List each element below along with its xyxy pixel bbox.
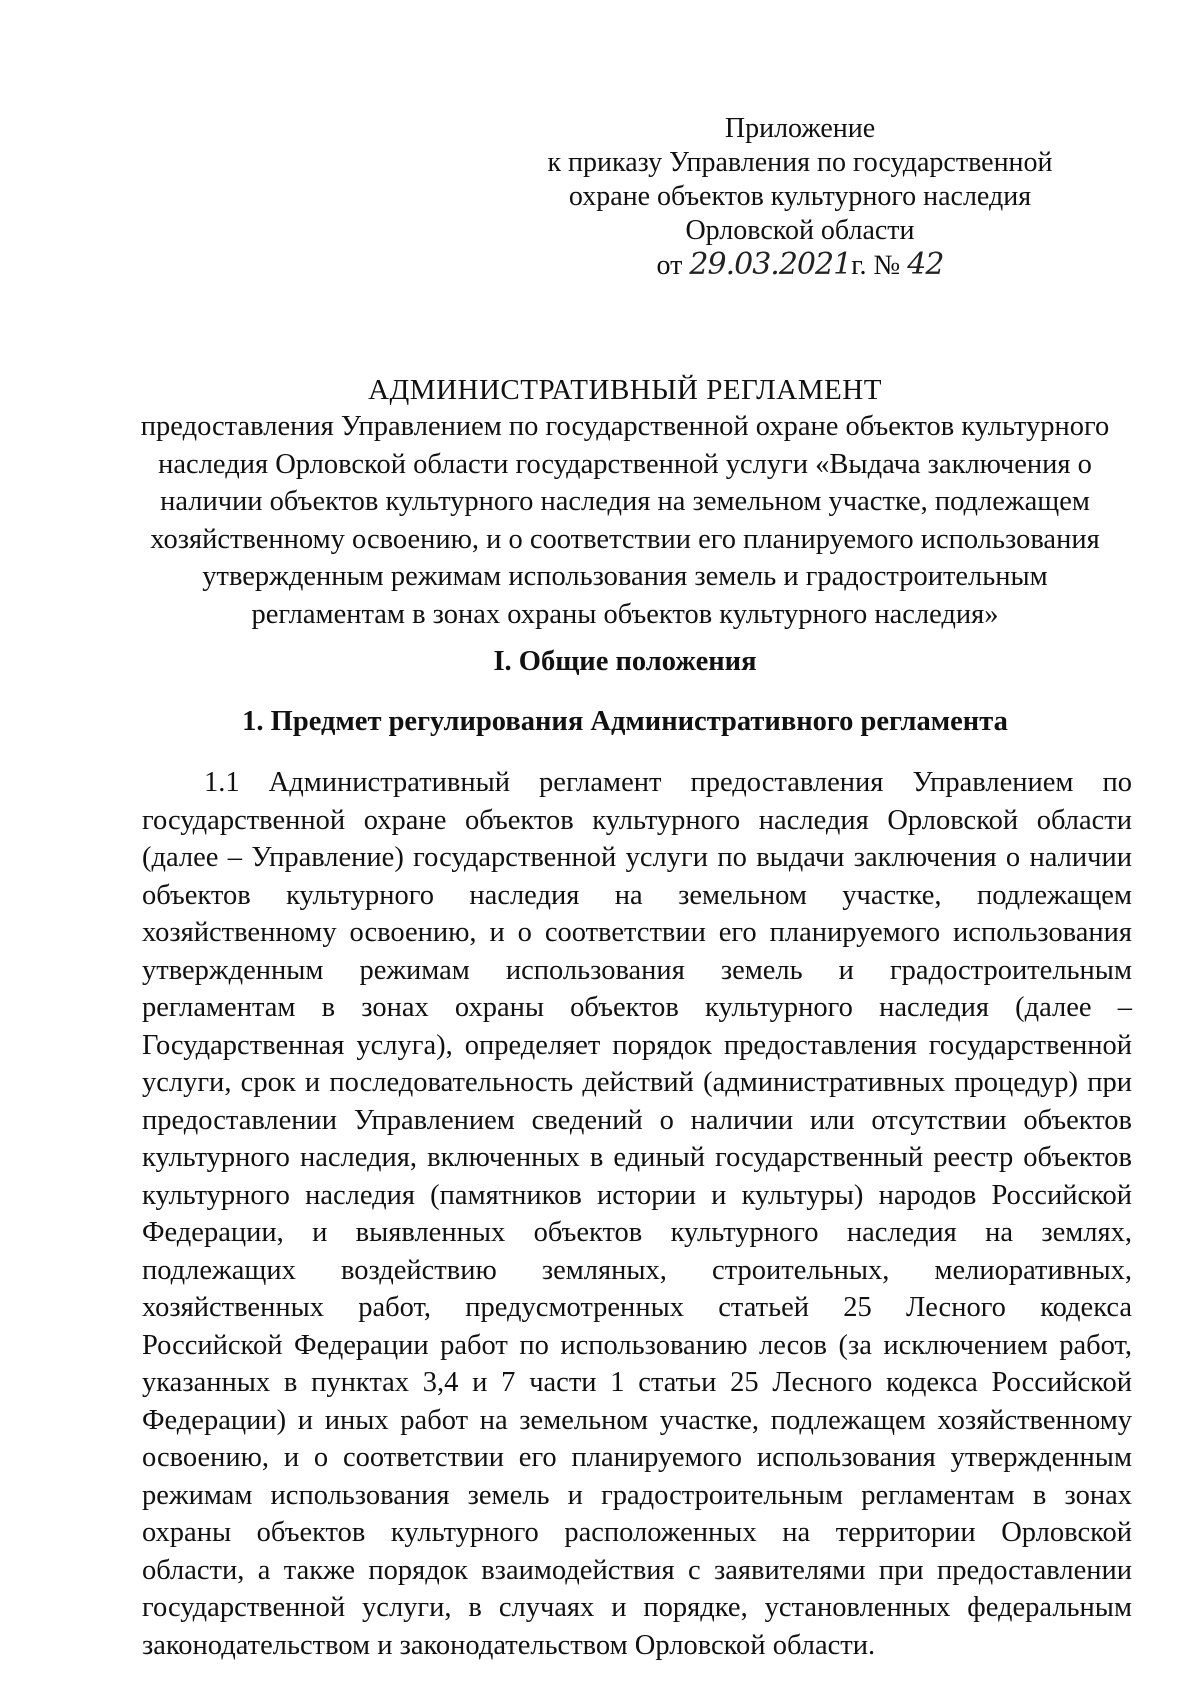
approval-line-1: Приложение <box>724 113 876 144</box>
handwritten-date: 29.03.2021 <box>689 247 852 282</box>
approval-block <box>520 112 1080 283</box>
paragraph-line: режимам использования земель и градостроительным регламентам в зонах <box>142 1479 1132 1511</box>
subtitle-line: регламентам в зонах охраны объектов культурного наследия» <box>251 598 999 630</box>
paragraph-line: (далее – Управление) государственной услуги по выдачи заключения о наличии <box>142 842 1132 873</box>
paragraph-line: хозяйственному освоению, и о соответствии его планируемого использования <box>142 917 1132 948</box>
paragraph-line: государственной охране объектов культурного наследия Орловской области <box>142 804 1132 836</box>
paragraph-line: подлежащих воздействию земляных, строительных, мелиоративных, <box>142 1254 1132 1286</box>
paragraph-line: утвержденным режимам использования земель и градостроительным <box>142 954 1132 986</box>
section-subheading: 1. Предмет регулирования Административного регламента <box>242 706 1008 737</box>
year-number-label: г. № <box>851 250 901 281</box>
paragraph-line: регламентам в зонах охраны объектов культурного наследия (далее – <box>142 992 1132 1023</box>
paragraph-line: указанных в пунктах 3,4 и 7 части 1 статьи 25 Лесного кодекса Российской <box>142 1367 1132 1398</box>
paragraph-line: Федерации, и выявленных объектов культурного наследия на землях, <box>142 1217 1132 1248</box>
paragraph-line: культурного наследия (памятников истории и культуры) народов Российской <box>142 1179 1132 1211</box>
paragraph-line: культурного наследия, включенных в единый государственный реестр объектов <box>142 1142 1132 1173</box>
paragraph-line: 1.1 Административный регламент предоставления Управлением по <box>204 767 1132 798</box>
handwritten-number: 42 <box>907 247 944 282</box>
subtitle-line: хозяйственному освоению, и о соответствии его планируемого использования <box>150 523 1100 555</box>
approval-date-line <box>520 248 1080 283</box>
approval-line-4: Орловской области <box>685 215 915 246</box>
subtitle-line: предоставления Управлением по государственной охране объектов культурного <box>140 411 1110 442</box>
paragraph-line: Федерации) и иных работ на земельном участке, подлежащем хозяйственному <box>142 1404 1132 1436</box>
subtitle-line: наличии объектов культурного наследия на земельном участке, подлежащем <box>160 486 1090 517</box>
paragraph-line: хозяйственных работ, предусмотренных статьей 25 Лесного кодекса <box>142 1292 1132 1323</box>
approval-line-3: охране объектов культурного наследия <box>568 181 1032 212</box>
paragraph-line: охраны объектов культурного расположенных на территории Орловской <box>142 1517 1132 1548</box>
approval-line-2: к приказу Управления по государственной <box>547 147 1053 178</box>
document-title: АДМИНИСТРАТИВНЫЙ РЕГЛАМЕНТ <box>368 374 882 406</box>
paragraph-line: государственной услуги, в случаях и порядке, установленных федеральным <box>142 1592 1132 1623</box>
paragraph-line: Российской Федерации работ по использованию лесов (за исключением работ, <box>142 1329 1132 1361</box>
paragraph-line: освоению, и о соответствии его планируемого использования утвержденным <box>142 1442 1132 1473</box>
paragraph-line: объектов культурного наследия на земельном участке, подлежащем <box>142 879 1132 911</box>
paragraph-line: услуги, срок и последовательность действий (административных процедур) при <box>142 1067 1132 1098</box>
paragraph-line: Государственная услуга), определяет порядок предоставления государственной <box>142 1029 1132 1061</box>
paragraph-line: законодательством и законодательством Орловской области. <box>142 1629 876 1661</box>
document-subtitle <box>130 408 1120 633</box>
from-label: от <box>656 250 683 281</box>
paragraph-line: области, а также порядок взаимодействия с заявителями при предоставлении <box>142 1554 1132 1586</box>
subtitle-line: наследия Орловской области государственной услуги «Выдача заключения о <box>158 448 1092 480</box>
subtitle-line: утвержденным режимам использования земель и градостроительным <box>202 561 1048 592</box>
paragraph-line: предоставлении Управлением сведений о наличии или отсутствии объектов <box>142 1104 1132 1136</box>
paragraph-1-1 <box>142 764 1132 1664</box>
section-heading: I. Общие положения <box>493 646 757 677</box>
